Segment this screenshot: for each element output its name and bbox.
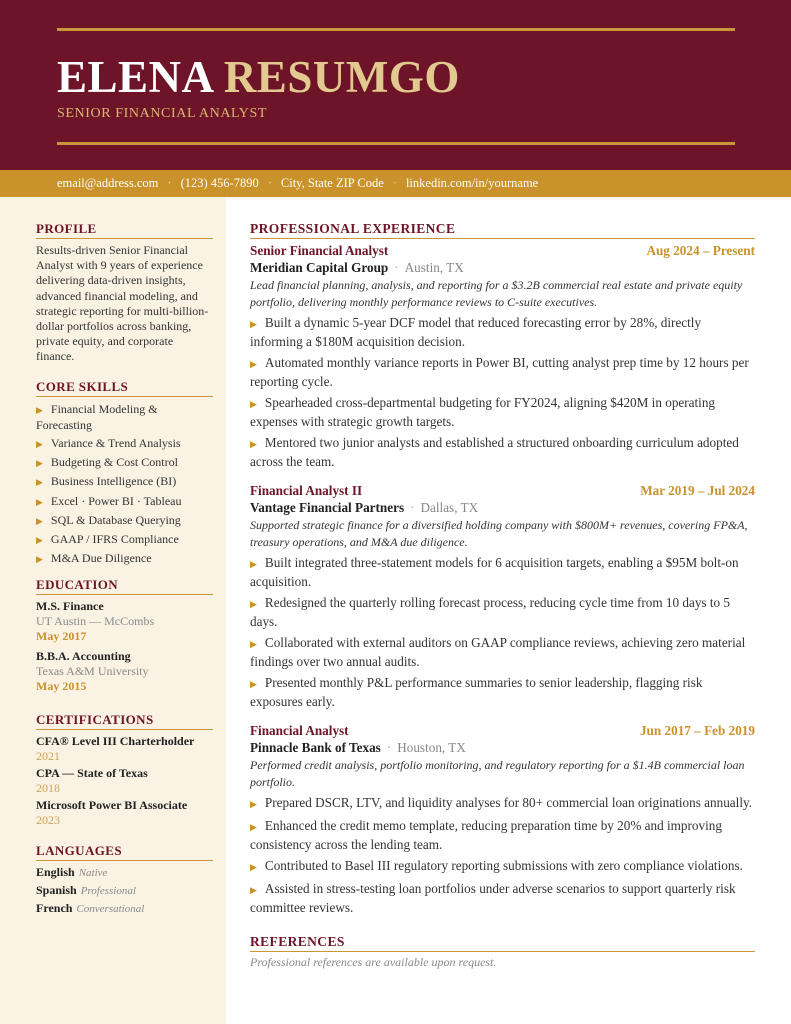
certification-name: Microsoft Power BI Associate [36, 798, 188, 813]
triangle-bullet-icon: ▶ [36, 534, 43, 545]
triangle-bullet-icon: ▶ [36, 553, 43, 564]
triangle-bullet-icon: ▶ [36, 496, 43, 507]
bullet-item: ▶ Built a dynamic 5-year DCF model that reduced forecasting error by 28%, directly informing a $180M acquisition decision. [250, 315, 702, 349]
contact-bar [0, 170, 791, 197]
triangle-bullet-icon: ▶ [250, 799, 257, 809]
graduation-date: May 2015 [36, 679, 87, 694]
graduation-date: May 2017 [36, 629, 87, 644]
job-bullets [250, 314, 755, 470]
contact-separator: · [167, 176, 172, 190]
company-name: Pinnacle Bank of Texas [250, 740, 381, 755]
job-dates: Mar 2019 – Jul 2024 [640, 483, 755, 498]
bullet-item: ▶ Automated monthly variance reports in Power BI, cutting analyst prep time by 12 hours per reporting cycle. [250, 355, 749, 389]
header-banner [0, 0, 791, 170]
language-item [36, 900, 213, 918]
triangle-bullet-icon: ▶ [250, 319, 257, 329]
company-line [250, 259, 755, 276]
contact-email[interactable]: email@address.com [57, 176, 159, 190]
job-title: SENIOR FINANCIAL ANALYST [57, 106, 268, 121]
bullet-item: ▶ Presented monthly P&L performance summaries to senior leadership, flagging risk exposures early. [250, 675, 703, 709]
triangle-bullet-icon: ▶ [250, 399, 257, 409]
contact-line [57, 170, 538, 197]
school: UT Austin — McCombs [36, 614, 155, 629]
experience-heading: PROFESSIONAL EXPERIENCE [250, 221, 755, 239]
bullet-item: ▶ Prepared DSCR, LTV, and liquidity analyses for 80+ commercial loan originations annually. [250, 795, 753, 810]
education-heading: EDUCATION [36, 577, 213, 595]
certification-name: CPA — State of Texas [36, 766, 148, 781]
triangle-bullet-icon: ▶ [250, 885, 257, 895]
contact-location: City, State ZIP Code [280, 176, 384, 190]
certifications-heading: CERTIFICATIONS [36, 712, 213, 730]
job-bullets [250, 554, 755, 710]
degree: M.S. Finance [36, 599, 104, 614]
job-title: Financial Analyst [250, 723, 349, 738]
sidebar-content [36, 221, 213, 918]
triangle-bullet-icon: ▶ [250, 822, 257, 832]
company-line [250, 739, 755, 756]
skill-item: ▶ GAAP / IFRS Compliance [36, 531, 179, 546]
bullet-item: ▶ Built integrated three-statement models for 6 acquisition targets, enabling a $95M bolt-on acquisition. [250, 555, 739, 589]
triangle-bullet-icon: ▶ [36, 439, 43, 450]
references-section [250, 934, 755, 970]
company-name: Vantage Financial Partners [250, 500, 405, 515]
certification-entry [36, 734, 213, 764]
languages-heading: LANGUAGES [36, 843, 213, 861]
triangle-bullet-icon: ▶ [36, 404, 43, 415]
job-header [250, 483, 755, 499]
school: Texas A&M University [36, 664, 149, 679]
header-bottom-rule [57, 142, 735, 145]
bullet-item: ▶ Assisted in stress-testing loan portfolios under adverse scenarios to support quarterly risk committee reviews. [250, 881, 736, 915]
job-title: Financial Analyst II [250, 483, 363, 498]
header-top-rule [57, 28, 735, 31]
triangle-bullet-icon: ▶ [36, 458, 43, 469]
triangle-bullet-icon: ▶ [250, 862, 257, 872]
skill-item: ▶ M&A Due Diligence [36, 550, 152, 565]
references-heading: REFERENCES [250, 934, 755, 952]
bullet-item: ▶ Enhanced the credit memo template, reducing preparation time by 20% and improving consistency across the lending team. [250, 818, 722, 852]
job-dates: Aug 2024 – Present [646, 243, 755, 258]
company-name: Meridian Capital Group [250, 260, 389, 275]
job-location: Houston, TX [397, 740, 466, 755]
skills-heading: CORE SKILLS [36, 379, 213, 397]
job-entry [250, 723, 755, 916]
profile-text: Results-driven Senior Financial Analyst with 9 years of experience delivering data-driven insights, advanced financial modeling, and strategic reporting for multi-billion-dollar portfolios across banking, private equity, and corporate finance. [36, 243, 209, 364]
company-separator: · [394, 260, 399, 275]
job-header [250, 243, 755, 259]
bullet-item: ▶ Mentored two junior analysts and established a structured onboarding curriculum adopted across the team. [250, 435, 739, 469]
skill-item: ▶ Excel · Power BI · Tableau [36, 493, 182, 508]
bullet-item: ▶ Spearheaded cross-departmental budgeting for FY2024, aligning $420M in operating expenses with strategic growth targets. [250, 395, 716, 429]
language-name: English [36, 865, 75, 880]
triangle-bullet-icon: ▶ [250, 639, 257, 649]
language-level: Native [78, 867, 108, 880]
bullet-item: ▶ Collaborated with external auditors on GAAP compliance reviews, achieving zero material findings over two annual audits. [250, 635, 746, 669]
job-header [250, 723, 755, 739]
certifications-section [36, 712, 213, 828]
languages-section [36, 843, 213, 918]
job-location: Dallas, TX [420, 500, 479, 515]
education-section [36, 577, 213, 694]
profile-heading: PROFILE [36, 221, 213, 239]
triangle-bullet-icon: ▶ [250, 359, 257, 369]
certification-year: 2018 [36, 781, 60, 796]
job-entry [250, 243, 755, 470]
bullet-item: ▶ Redesigned the quarterly rolling forecast process, reducing cycle time from 10 days to 5 days. [250, 595, 731, 629]
skill-item: ▶ SQL & Database Querying [36, 512, 181, 527]
contact-separator: · [267, 176, 272, 190]
job-dates: Jun 2017 – Feb 2019 [639, 723, 755, 738]
degree: B.B.A. Accounting [36, 649, 131, 664]
company-separator: · [410, 500, 415, 515]
triangle-bullet-icon: ▶ [250, 599, 257, 609]
education-entry [36, 649, 213, 694]
job-bullets [250, 794, 755, 916]
certification-name: CFA® Level III Charterholder [36, 734, 195, 749]
contact-linkedin[interactable]: linkedin.com/in/yourname [405, 176, 539, 190]
references-note: Professional references are available upon request. [250, 955, 497, 969]
skill-item: ▶ Variance & Trend Analysis [36, 436, 181, 451]
skill-item: ▶ Budgeting & Cost Control [36, 455, 178, 470]
contact-phone[interactable]: (123) 456-7890 [180, 176, 259, 190]
education-entry [36, 599, 213, 644]
language-item [36, 882, 213, 900]
skills-section [36, 379, 213, 568]
company-separator: · [386, 740, 392, 755]
language-item [36, 864, 213, 882]
candidate-name [57, 52, 460, 102]
bullet-item: ▶ Contributed to Basel III regulatory reporting submissions with zero compliance violations. [250, 858, 743, 873]
company-line [250, 499, 755, 516]
skill-item: ▶ Financial Modeling & Forecasting [36, 401, 158, 433]
job-title: Senior Financial Analyst [250, 243, 389, 258]
last-name: RESUMGO [223, 52, 460, 102]
certification-year: 2023 [36, 813, 60, 828]
languages-list [36, 864, 213, 918]
job-summary: Lead financial planning, analysis, and reporting for a $3.2B commercial real estate and private equity portfolio, delivering monthly performance reviews to C-suite executives. [250, 278, 743, 309]
skill-item: ▶ Business Intelligence (BI) [36, 474, 177, 489]
certification-entry [36, 766, 213, 796]
job-location: Austin, TX [404, 260, 464, 275]
certification-entry [36, 798, 213, 828]
triangle-bullet-icon: ▶ [250, 439, 257, 449]
contact-separator: · [392, 176, 397, 190]
first-name: ELENA [57, 52, 213, 102]
language-level: Professional [80, 885, 136, 898]
main-content [250, 221, 755, 970]
triangle-bullet-icon: ▶ [36, 477, 43, 488]
triangle-bullet-icon: ▶ [36, 515, 43, 526]
profile-section [36, 221, 213, 365]
language-name: Spanish [36, 883, 77, 898]
triangle-bullet-icon: ▶ [250, 559, 257, 569]
triangle-bullet-icon: ▶ [250, 679, 257, 689]
language-name: French [36, 901, 73, 916]
skills-list [36, 402, 213, 568]
job-summary: Performed credit analysis, portfolio monitoring, and regulatory reporting for a $1.4B commercial loan portfolio. [250, 758, 745, 789]
job-summary: Supported strategic finance for a diversified holding company with $800M+ revenues, covering FP&A, treasury operations, and M&A due diligence. [250, 518, 748, 549]
certification-year: 2021 [36, 749, 60, 764]
language-level: Conversational [76, 903, 145, 916]
job-entry [250, 483, 755, 710]
